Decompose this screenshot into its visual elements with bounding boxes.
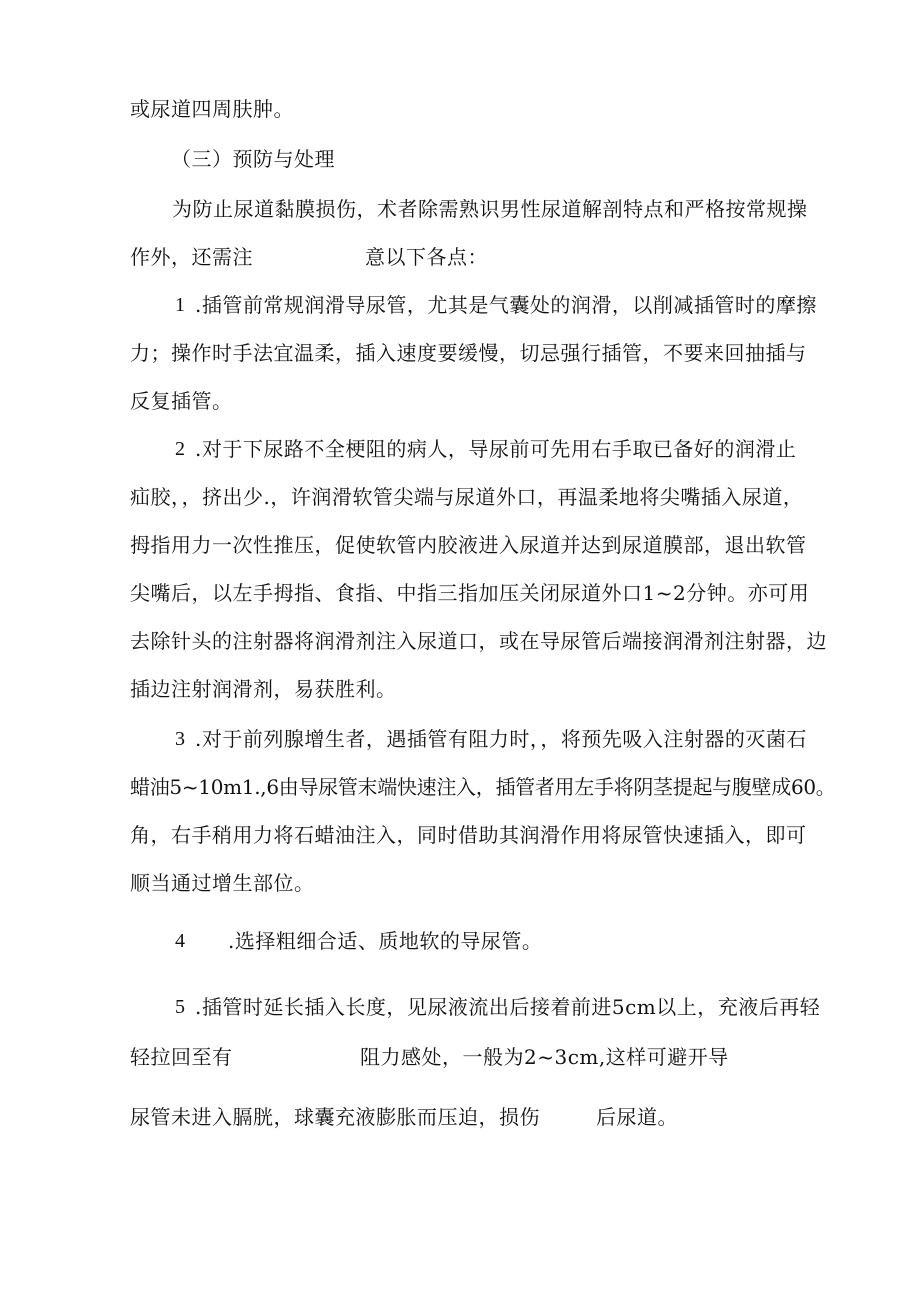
text-line: .插管前常规润滑导尿管，尤其是气囊处的润滑，以削减插管时的摩擦 bbox=[195, 293, 817, 317]
item-number: 4 bbox=[175, 930, 186, 952]
text-line: 后尿道。 bbox=[596, 1105, 678, 1129]
text-line: .对于前列腺增生者，遇插管有阻力时，，将预先吸入注射器的灭菌石 bbox=[195, 727, 807, 751]
text-line: 反复插管。 bbox=[130, 389, 233, 413]
text-line: 尖嘴后，以左手拇指、食指、中指三指加压关闭尿道外口1~2分钟。亦可用 bbox=[130, 581, 810, 605]
text-line: .对于下尿路不全梗阻的病人，导尿前可先用右手取已备好的润滑止 bbox=[195, 437, 797, 461]
item-number: 3 bbox=[175, 728, 186, 750]
item-number: 2 bbox=[175, 438, 186, 460]
text-line: 轻拉回至有 bbox=[130, 1045, 233, 1069]
text-line: 意以下各点： bbox=[365, 245, 488, 269]
text-line: 或尿道四周肤肿。 bbox=[130, 97, 294, 121]
text-line: 蜡油5~10m1.,6由导尿管末端快速注入，插管者用左手将阴茎提起与腹壁成60。 bbox=[130, 775, 836, 799]
text-line: 顺当通过增生部位。 bbox=[130, 871, 315, 895]
section-heading: （三）预防与处理 bbox=[171, 147, 335, 171]
text-line: 角，右手稍用力将石蜡油注入，同时借助其润滑作用将尿管快速插入，即可 bbox=[130, 823, 807, 847]
text-line: 作外，还需注 bbox=[130, 245, 253, 269]
text-line: 去除针头的注射器将润滑剂注入尿道口，或在导尿管后端接润滑剂注射器，边 bbox=[130, 629, 827, 653]
text-line: 拇指用力一次性推压，促使软管内胶液进入尿道并达到尿道膜部，退出软管 bbox=[130, 533, 807, 557]
text-line: 疝胶，，挤出少.，许润滑软管尖端与尿道外口，再温柔地将尖嘴插入尿道， bbox=[130, 485, 804, 509]
text-line: 力；操作时手法宜温柔，插入速度要缓慢，切忌强行插管，不要来回抽插与 bbox=[130, 341, 807, 365]
text-line: .选择粗细合适、质地软的导尿管。 bbox=[228, 929, 543, 953]
text-line: 为防止尿道黏膜损伤，术者除需熟识男性尿道解剖特点和严格按常规操 bbox=[172, 197, 808, 221]
text-line: 尿管未进入膈胱，球囊充液膨胀而压迫，损伤 bbox=[130, 1105, 540, 1129]
text-line: .插管时延长插入长度，见尿液流出后接着前进5cm以上，充液后再轻 bbox=[195, 995, 821, 1019]
text-line: 插边注射润滑剂，易获胜利。 bbox=[130, 677, 397, 701]
item-number: 5 bbox=[175, 996, 186, 1018]
text-line: 阻力感处，一般为2~3cm,这样可避开导 bbox=[360, 1045, 729, 1069]
item-number: 1 bbox=[175, 294, 186, 316]
